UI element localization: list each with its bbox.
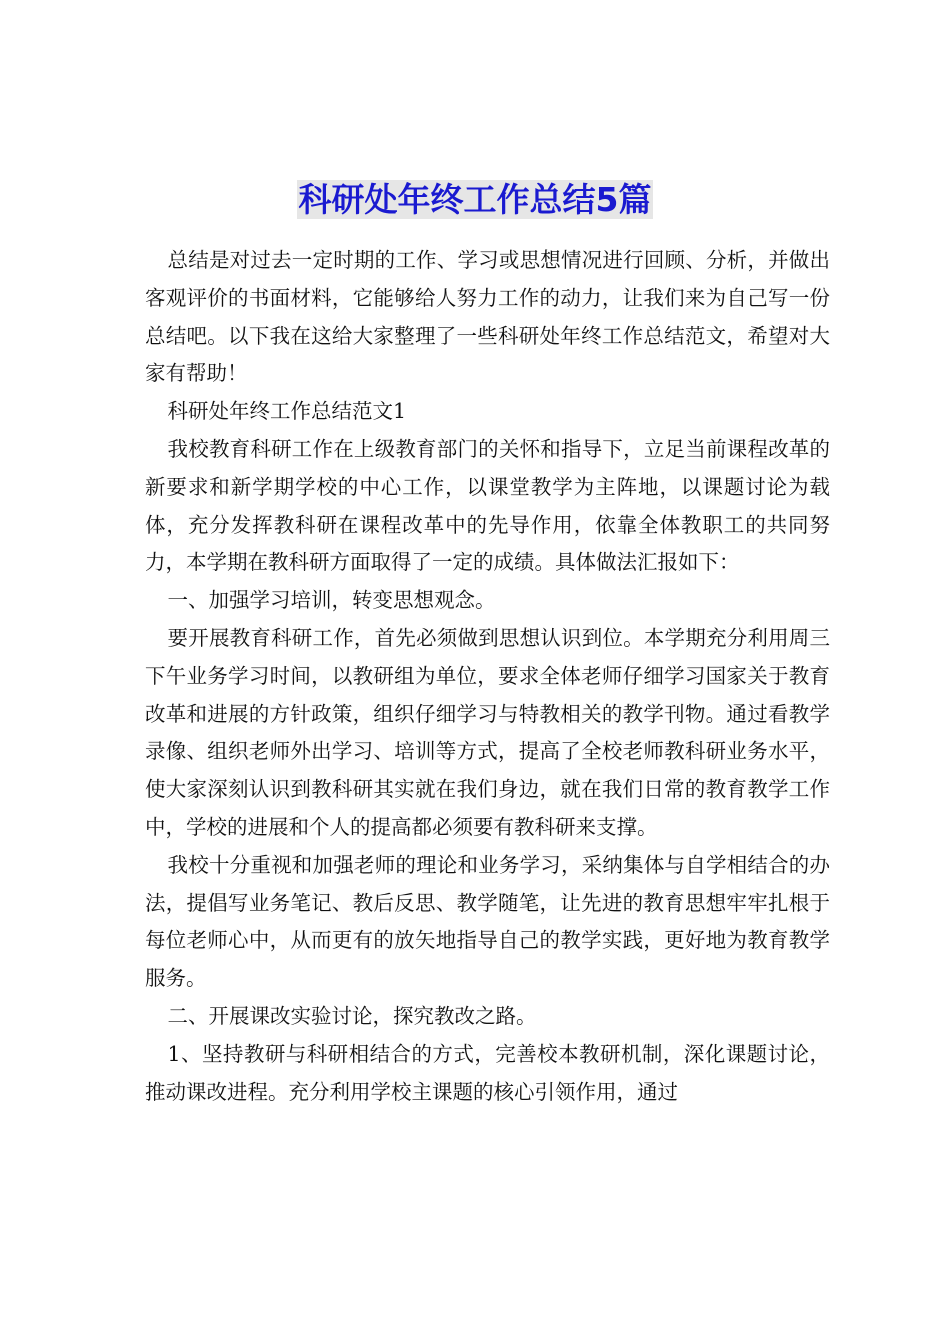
body-paragraph: 要开展教育科研工作，首先必须做到思想认识到位。本学期充分利用周三下午业务学习时间，以教研组为单位，要求全体老师仔细学习国家关于教育改革和进展的方针政策，组织仔细学习与特教相关的教学刊物。通过看教学录像、组织老师外出学习、培训等方式，提高了全校老师教科研业务水平，使大家深刻认识到教科研其实就在我们身边，就在我们日常的教育教学工作中，学校的进展和个人的提高都必须要有教科研来支撑。 [145,625,830,839]
body-paragraph: 我校教育科研工作在上级教育部门的关怀和指导下，立足当前课程改革的新要求和新学期学校的中心工作，以课堂教学为主阵地，以课题讨论为载体，充分发挥教科研在课程改革中的先导作用，依靠全体教职工的共同努力，本学期在教科研方面取得了一定的成绩。具体做法汇报如下： [145,436,830,575]
body-paragraph: 1、坚持教研与科研相结合的方式，完善校本教研机制，深化课题讨论，推动课改进程。充分利用学校主课题的核心引领作用，通过 [145,1041,830,1104]
title-text: 科研处年终工作总结5篇 [298,180,652,219]
section-heading-two: 二、开展课改实验讨论，探究教改之路。 [167,1003,537,1028]
intro-paragraph: 总结是对过去一定时期的工作、学习或思想情况进行回顾、分析，并做出客观评价的书面材料，它能够给人努力工作的动力，让我们来为自己写一份总结吧。以下我在这给大家整理了一些科研处年终工作总结范文，希望对大家有帮助！ [145,248,830,386]
document-body [145,242,830,1111]
body-paragraph: 我校十分重视和加强老师的理论和业务学习，采纳集体与自学相结合的办法，提倡写业务笔记、教后反思、教学随笔，让先进的教育思想牢牢扎根于每位老师心中，从而更有的放矢地指导自己的教学实践，更好地为教育教学服务。 [145,852,830,991]
section-heading-sample-1: 科研处年终工作总结范文1 [167,399,407,424]
document-title [0,176,950,224]
section-heading-one: 一、加强学习培训，转变思想观念。 [167,588,496,613]
